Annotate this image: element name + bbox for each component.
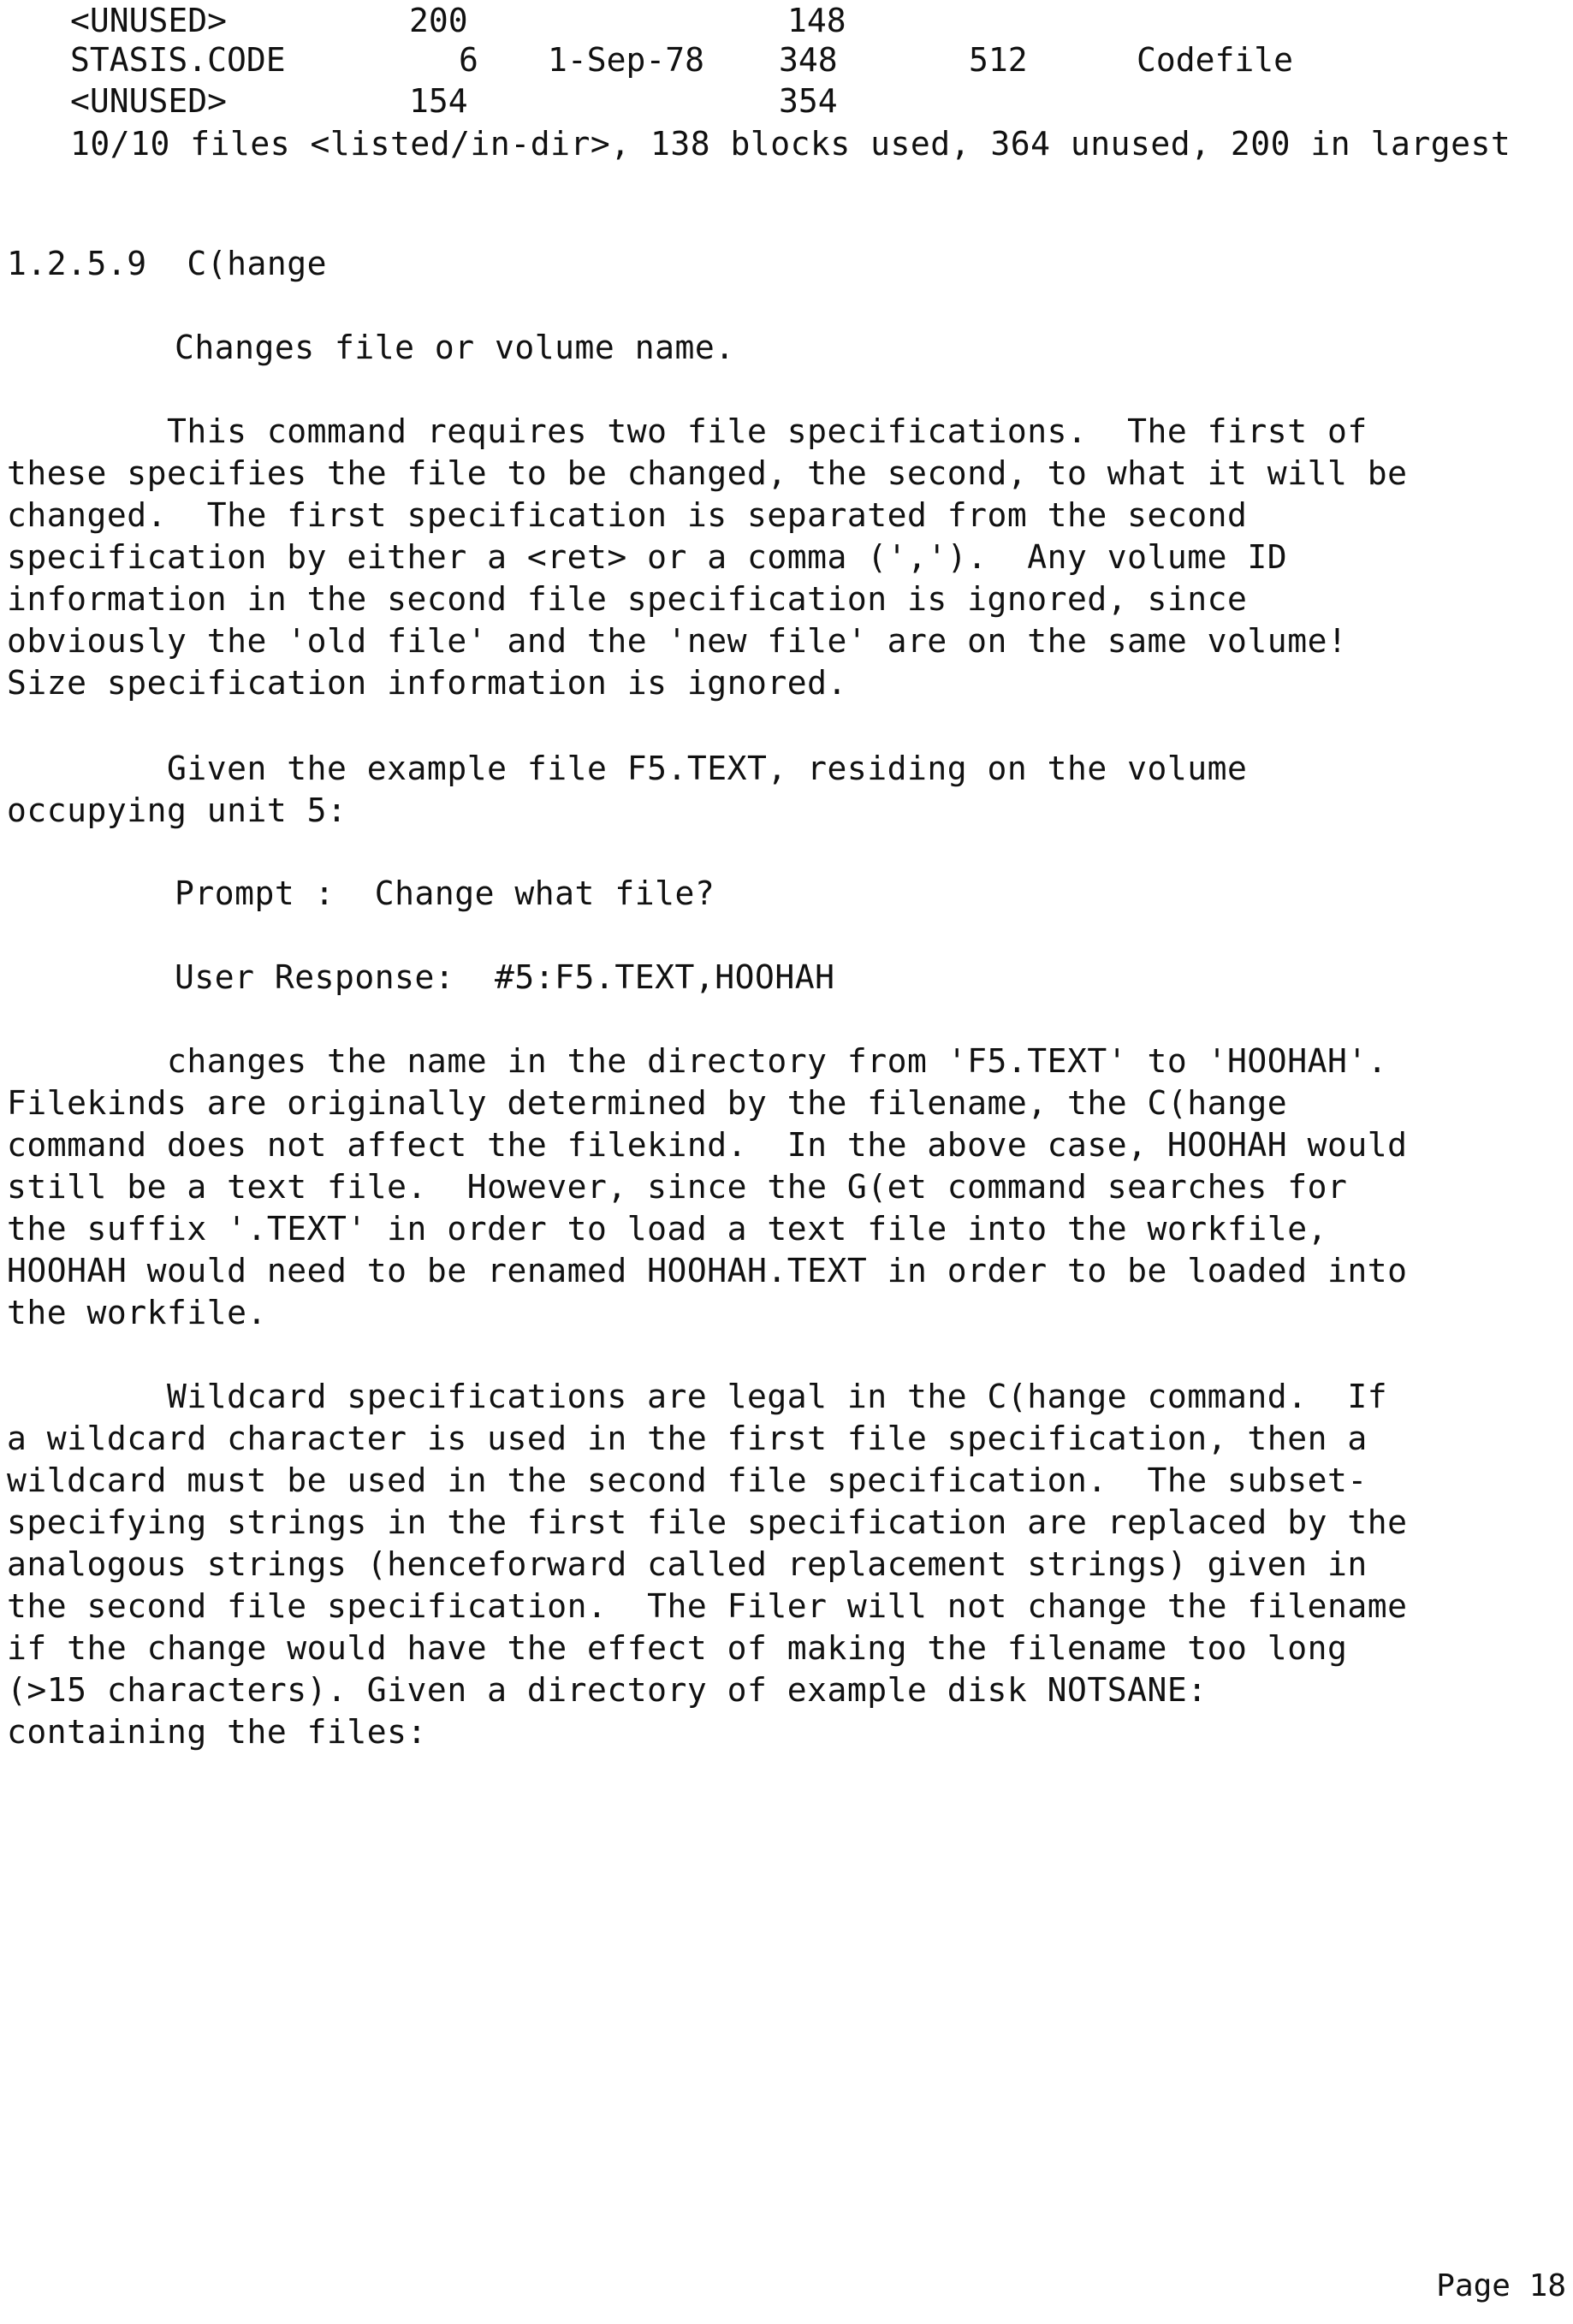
paragraph-line: specifying strings in the first file specification are replaced by the	[7, 1503, 1408, 1541]
file-name: <UNUSED>	[70, 2, 228, 39]
directory-row	[70, 80, 1525, 122]
paragraph-line: occupying unit 5:	[7, 791, 347, 829]
paragraph-line: the second file specification. The Filer will not change the filename	[7, 1587, 1408, 1625]
paragraph-line: HOOHAH would need to be renamed HOOHAH.TEXT in order to be loaded into	[7, 1252, 1408, 1289]
file-blocks: 6	[459, 41, 478, 79]
directory-row	[70, 0, 1525, 41]
file-blocks: 200	[409, 2, 468, 39]
section-intro: Changes file or volume name.	[175, 329, 735, 366]
file-name: STASIS.CODE	[70, 41, 286, 79]
paragraph-line: Wildcard specifications are legal in the C(hange command. If	[7, 1378, 1388, 1415]
file-date: 1-Sep-78	[548, 41, 705, 79]
paragraph-line: obviously the 'old file' and the 'new file' are on the same volume!	[7, 622, 1348, 660]
paragraph-line: Given the example file F5.TEXT, residing on the volume	[7, 750, 1248, 787]
paragraph-line: This command requires two file specifications. The first of	[7, 412, 1368, 450]
section-heading: 1.2.5.9 C(hange	[7, 245, 328, 282]
file-start: 148	[787, 2, 846, 39]
directory-summary: 10/10 files <listed/in-dir>, 138 blocks used, 364 unused, 200 in largest	[70, 125, 1511, 163]
paragraph-line: these specifies the file to be changed, the second, to what it will be	[7, 454, 1408, 492]
paragraph-line: a wildcard character is used in the first file specification, then a	[7, 1420, 1368, 1457]
paragraph-line: analogous strings (henceforward called replacement strings) given in	[7, 1545, 1368, 1583]
paragraph-line: Size specification information is ignored.	[7, 664, 847, 702]
paragraph-line: wildcard must be used in the second file specification. The subset-	[7, 1461, 1368, 1499]
page-number: Page 18	[1436, 2268, 1566, 2303]
paragraph-line: if the change would have the effect of making the filename too long	[7, 1629, 1348, 1667]
paragraph-line: containing the files:	[7, 1713, 427, 1751]
file-kind: Codefile	[1137, 41, 1294, 79]
file-start: 354	[779, 82, 838, 120]
directory-row	[70, 39, 1525, 80]
paragraph-line: changes the name in the directory from 'F5.TEXT' to 'HOOHAH'.	[7, 1042, 1388, 1080]
file-start: 348	[779, 41, 838, 79]
paragraph-line: information in the second file specification is ignored, since	[7, 580, 1248, 618]
paragraph-line: changed. The first specification is separated from the second	[7, 496, 1248, 534]
file-blocks: 154	[409, 82, 468, 120]
file-name: <UNUSED>	[70, 82, 228, 120]
paragraph-line: the workfile.	[7, 1294, 267, 1331]
paragraph-line: (>15 characters). Given a directory of example disk NOTSANE:	[7, 1671, 1208, 1709]
paragraph-line: still be a text file. However, since the G(et command searches for	[7, 1168, 1348, 1206]
paragraph-line: the suffix '.TEXT' in order to load a text file into the workfile,	[7, 1210, 1327, 1248]
paragraph-line: specification by either a <ret> or a comma (','). Any volume ID	[7, 538, 1288, 576]
example-prompt: Prompt : Change what file?	[175, 874, 715, 912]
paragraph-line: command does not affect the filekind. In the above case, HOOHAH would	[7, 1126, 1408, 1164]
example-response: User Response: #5:F5.TEXT,HOOHAH	[175, 958, 835, 996]
paragraph-line: Filekinds are originally determined by the filename, the C(hange	[7, 1084, 1288, 1122]
file-bytes: 512	[969, 41, 1028, 79]
